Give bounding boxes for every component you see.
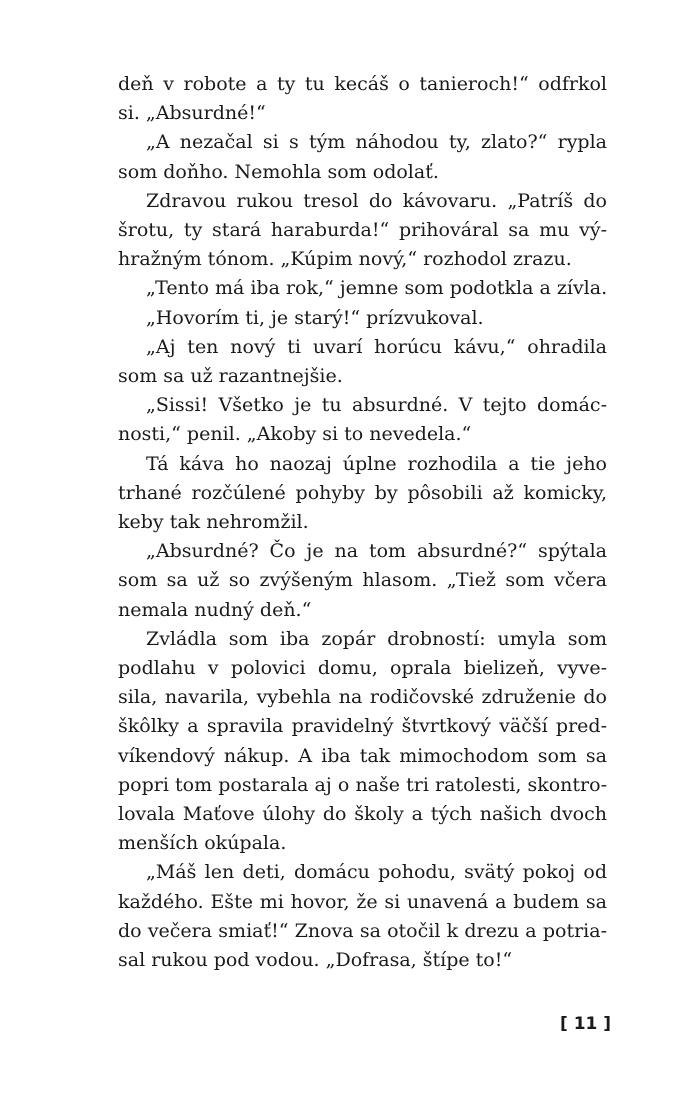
paragraph bbox=[118, 537, 607, 625]
text-line: sal rukou pod vodou. „Dofrasa, štípe to!“ bbox=[118, 949, 513, 972]
paragraph bbox=[118, 274, 607, 303]
text-line: som sa už so zvýšeným hlasom. „Tiež som včera bbox=[118, 569, 607, 592]
text-line: Tá káva ho naozaj úplne rozhodila a tie jeho bbox=[146, 452, 607, 475]
paragraph bbox=[118, 625, 607, 859]
paragraph bbox=[118, 128, 607, 186]
text-line: „Sissi! Všetko je tu absurdné. V tejto domác- bbox=[146, 394, 607, 417]
text-line: škôlky a spravila pravidelný štvrtkový väčší pred- bbox=[118, 715, 607, 738]
text-line: lovala Maťove úlohy do školy a tých našich dvoch bbox=[118, 803, 607, 826]
paragraph bbox=[118, 391, 607, 449]
text-line: do večera smiať!“ Znova sa otočil k drezu a potria- bbox=[118, 919, 607, 942]
page-number: [ 11 ] bbox=[560, 1014, 612, 1034]
text-line: nemala nudný deň.“ bbox=[118, 598, 312, 621]
text-line: Zdravou rukou tresol do kávovaru. „Patríš do bbox=[146, 189, 607, 212]
paragraph bbox=[118, 70, 607, 128]
text-line: „Máš len deti, domácu pohodu, svätý pokoj od bbox=[146, 861, 607, 884]
text-line: som sa už razantnejšie. bbox=[118, 365, 343, 388]
text-line: si. „Absurdné!“ bbox=[118, 102, 266, 125]
text-line: keby tak nehromžil. bbox=[118, 511, 309, 534]
text-line: šrotu, ty stará haraburda!“ prihováral sa mu vý- bbox=[118, 219, 607, 242]
text-line: hražným tónom. „Kúpim nový,“ rozhodol zrazu. bbox=[118, 248, 572, 271]
text-line: som doňho. Nemohla som odolať. bbox=[118, 160, 439, 183]
text-line: „Absurdné? Čo je na tom absurdné?“ spýtala bbox=[146, 540, 607, 563]
text-line: Zvládla som iba zopár drobností: umyla som bbox=[146, 627, 607, 650]
text-line: každého. Ešte mi hovor, že si unavená a budem sa bbox=[118, 890, 607, 913]
paragraph bbox=[118, 858, 607, 975]
text-line: podlahu v polovici domu, oprala bielizeň, vyve- bbox=[118, 657, 607, 680]
text-line: „Hovorím ti, je starý!“ prízvukoval. bbox=[146, 306, 484, 329]
book-page-text bbox=[118, 70, 607, 975]
text-line: víkendový nákup. A iba tak mimochodom som sa bbox=[118, 744, 607, 767]
paragraph bbox=[118, 450, 607, 538]
paragraph bbox=[118, 304, 607, 333]
text-line: nosti,“ penil. „Akoby si to nevedela.“ bbox=[118, 423, 472, 446]
paragraph bbox=[118, 187, 607, 275]
paragraph bbox=[118, 333, 607, 391]
text-line: „A nezačal si s tým náhodou ty, zlato?“ rypla bbox=[146, 131, 607, 154]
text-line: „Tento má iba rok,“ jemne som podotkla a zívla. bbox=[146, 277, 608, 300]
text-line: trhané rozčúlené pohyby by pôsobili až komicky, bbox=[118, 481, 607, 504]
text-line: sila, navarila, vybehla na rodičovské združenie do bbox=[118, 686, 607, 709]
text-line: menších okúpala. bbox=[118, 832, 287, 855]
text-line: deň v robote a ty tu kecáš o tanieroch!“ odfrkol bbox=[118, 73, 607, 95]
text-line: popri tom postarala aj o naše tri ratolesti, skontro- bbox=[118, 773, 607, 796]
text-line: „Aj ten nový ti uvarí horúcu kávu,“ ohradila bbox=[146, 335, 607, 358]
